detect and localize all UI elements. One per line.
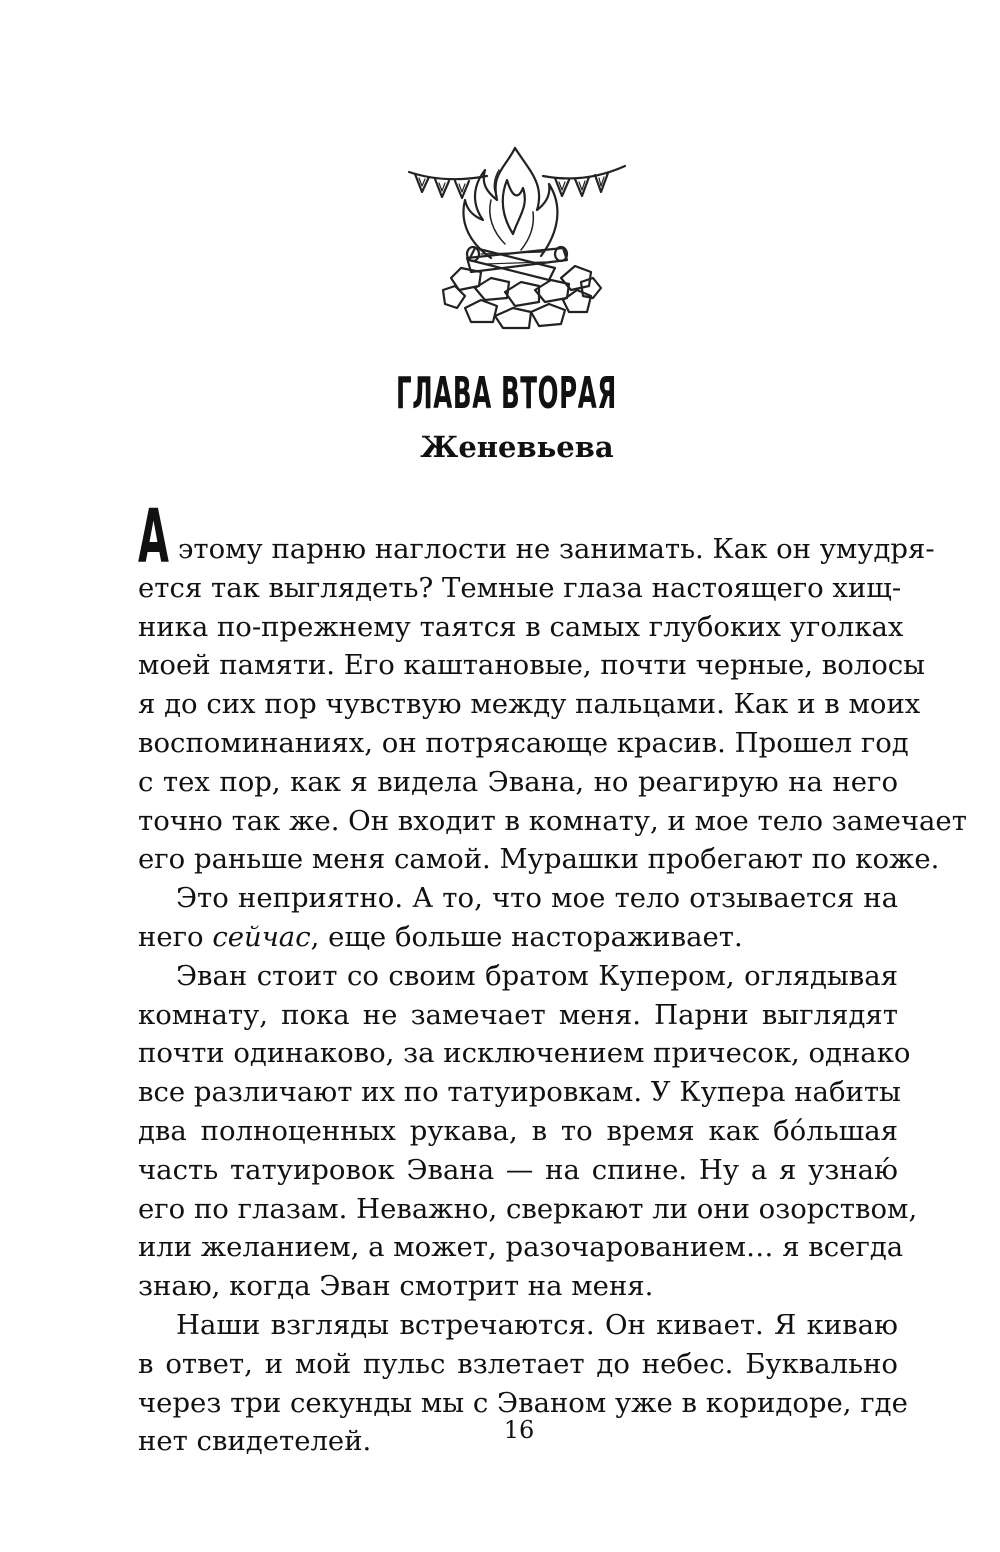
text-line: знаю, когда Эван смотрит на меня.: [138, 1270, 654, 1303]
text-line: с тех пор, как я видела Эвана, но реагирую на него: [138, 765, 898, 798]
text-line: его раньше меня самой. Мурашки пробегают по коже.: [138, 843, 940, 876]
text-line: комнату, пока не замечает меня. Парни выглядят: [138, 998, 898, 1031]
text-line: два полноценных рукава, в то время как бóльшая: [138, 1114, 898, 1147]
text-line: ется так выглядеть? Темные глаза настоящего хищ-: [138, 571, 902, 604]
text-line: моей памяти. Его каштановые, почти черные, волосы: [138, 649, 926, 682]
chapter-pov-name: Женевьева: [420, 430, 614, 464]
paragraph: [138, 569, 967, 879]
text-line: его по глазам. Неважно, сверкают ли они озорством,: [138, 1192, 918, 1225]
text-fragment: , еще больше настораживает.: [310, 920, 743, 953]
text-line: Наши взгляды встречаются. Он кивает. Я киваю: [176, 1308, 898, 1341]
text-line: все различают их по татуировкам. У Купера набиты: [138, 1076, 901, 1109]
text-line: я до сих пор чувствую между пальцами. Как и в моих: [138, 688, 921, 721]
drop-cap: А: [138, 494, 169, 580]
text-line: воспоминаниях, он потрясающе красив. Прошел год: [138, 726, 909, 759]
text-line: нет свидетелей.: [138, 1425, 372, 1458]
text-line: почти одинаково, за исключением причесок, однако: [138, 1037, 911, 1070]
text-line: в ответ, и мой пульс взлетает до небес. Буквально: [138, 1347, 898, 1380]
campfire-icon: [395, 140, 635, 340]
text-line: через три секунды мы с Эваном уже в коридоре, где: [138, 1386, 908, 1419]
chapter-title: ГЛАВА ВТОРАЯ: [396, 368, 617, 419]
text-line: или желанием, а может, разочарованием… я всегда: [138, 1231, 904, 1264]
text-line: этому парню наглости не занимать. Как он умудря-: [178, 533, 935, 565]
page-number: 16: [503, 1416, 535, 1444]
body-text: [138, 530, 967, 1461]
text-fragment: него: [138, 920, 213, 953]
text-line: точно так же. Он входит в комнату, и мое тело замечает: [138, 804, 967, 837]
paragraph: [138, 957, 918, 1306]
text-line: ника по-прежнему таятся в самых глубоких уголках: [138, 610, 904, 643]
emphasis-text: сейчас: [212, 920, 311, 953]
paragraph: [138, 879, 898, 957]
paragraph: [138, 530, 935, 569]
text-line: [138, 918, 898, 957]
text-line: Это неприятно. А то, что мое тело отзывается на: [176, 882, 898, 915]
text-line: часть татуировок Эвана — на спине. Ну а я узнаю́: [138, 1153, 898, 1186]
text-line: Эван стоит со своим братом Купером, оглядывая: [176, 959, 898, 992]
